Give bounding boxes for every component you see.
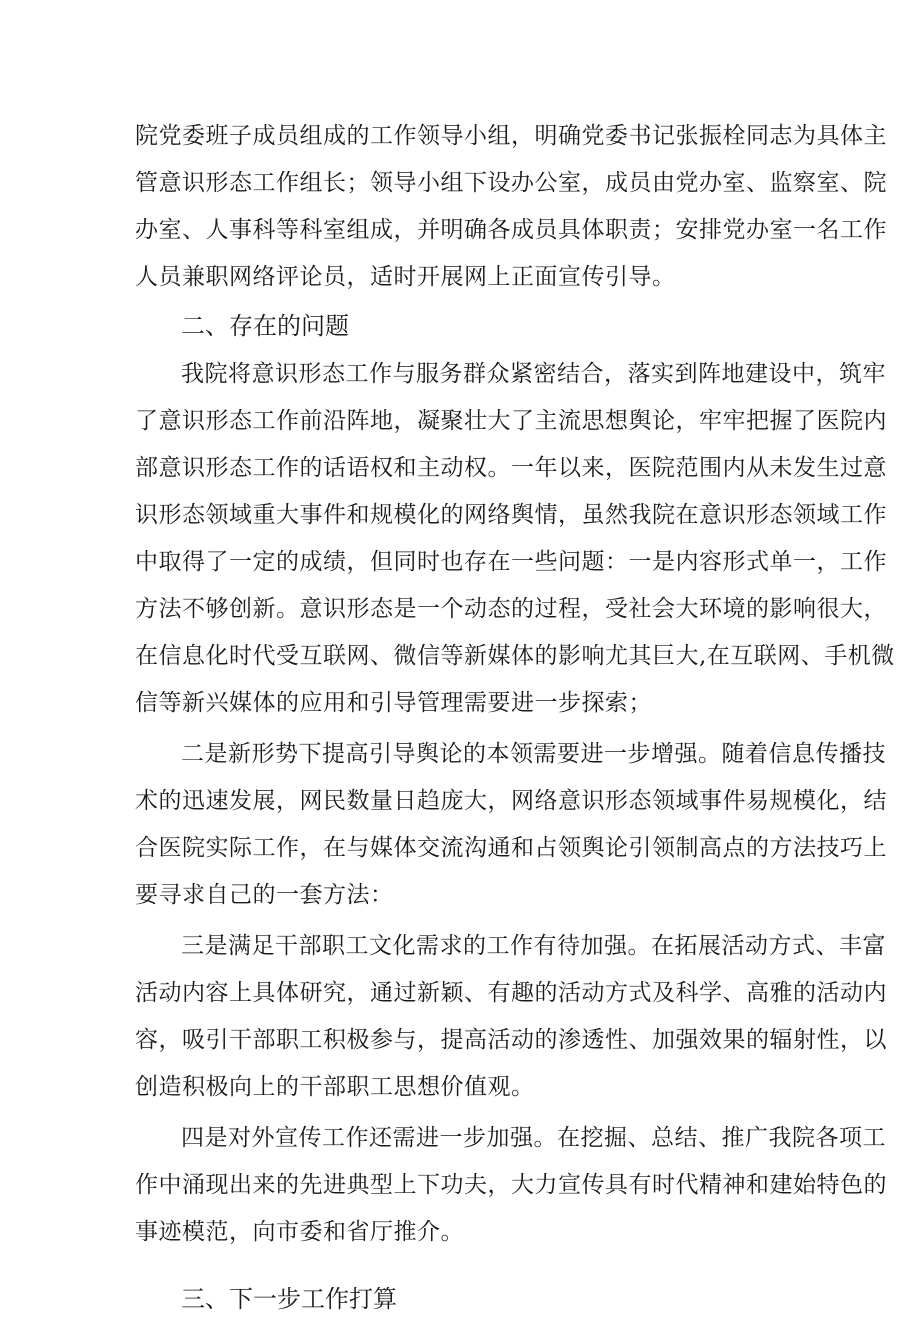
- paragraph-problem-two: [135, 731, 887, 919]
- text-line: 活动内容上具体研究，通过新颖、有趣的活动方式及科学、高雅的活动内: [135, 980, 887, 1006]
- section-heading-next-steps: 三、下一步工作打算: [181, 1285, 397, 1313]
- section-heading-existing-problems: 二、存在的问题: [181, 312, 349, 340]
- text-line: 事迹模范，向市委和省厅推介。: [135, 1219, 464, 1245]
- text-line: 作中涌现出来的先进典型上下功夫，大力宣传具有时代精神和建始特色的: [135, 1172, 887, 1198]
- text-line: 三是满足干部职工文化需求的工作有待加强。在拓展活动方式、丰富: [181, 933, 886, 959]
- text-line: 信等新兴媒体的应用和引导管理需要进一步探索；: [135, 690, 652, 716]
- text-line: 院党委班子成员组成的工作领导小组，明确党委书记张振栓同志为具体主: [135, 123, 887, 149]
- text-line: 合医院实际工作，在与媒体交流沟通和占领舆论引领制高点的方法技巧上: [135, 835, 887, 861]
- text-line: 创造积极向上的干部职工思想价值观。: [135, 1074, 535, 1100]
- paragraph-problem-three: [135, 923, 887, 1111]
- paragraph-leadership-group: [135, 113, 887, 301]
- paragraph-problems-overview: [135, 351, 895, 727]
- text-line: 我院将意识形态工作与服务群众紧密结合，落实到阵地建设中，筑牢: [181, 361, 886, 387]
- text-line: 在信息化时代受互联网、微信等新媒体的影响尤其巨大,在互联网、手机微: [135, 643, 895, 669]
- text-line: 要寻求自己的一套方法：: [135, 882, 394, 908]
- text-line: 容，吸引干部职工积极参与，提高活动的渗透性、加强效果的辐射性，以: [135, 1027, 887, 1053]
- text-line: 人员兼职网络评论员，适时开展网上正面宣传引导。: [135, 264, 676, 290]
- text-line: 二是新形势下提高引导舆论的本领需要进一步增强。随着信息传播技: [181, 741, 886, 767]
- text-line: 部意识形态工作的话语权和主动权。一年以来，医院范围内从未发生过意: [135, 455, 887, 481]
- text-line: 办室、人事科等科室组成，并明确各成员具体职责；安排党办室一名工作: [135, 217, 887, 243]
- paragraph-problem-four: [135, 1115, 887, 1256]
- text-line: 方法不够创新。意识形态是一个动态的过程，受社会大环境的影响很大，: [135, 596, 887, 622]
- document-body: [135, 113, 895, 1324]
- text-line: 中取得了一定的成绩，但同时也存在一些问题：一是内容形式单一，工作: [135, 549, 887, 575]
- text-line: 四是对外宣传工作还需进一步加强。在挖掘、总结、推广我院各项工: [181, 1125, 886, 1151]
- text-line: 了意识形态工作前沿阵地，凝聚壮大了主流思想舆论，牢牢把握了医院内: [135, 408, 887, 434]
- text-line: 管意识形态工作组长；领导小组下设办公室，成员由党办室、监察室、院: [135, 170, 887, 196]
- text-line: 识形态领域重大事件和规模化的网络舆情，虽然我院在意识形态领域工作: [135, 502, 887, 528]
- text-line: 术的迅速发展，网民数量日趋庞大，网络意识形态领域事件易规模化，结: [135, 788, 887, 814]
